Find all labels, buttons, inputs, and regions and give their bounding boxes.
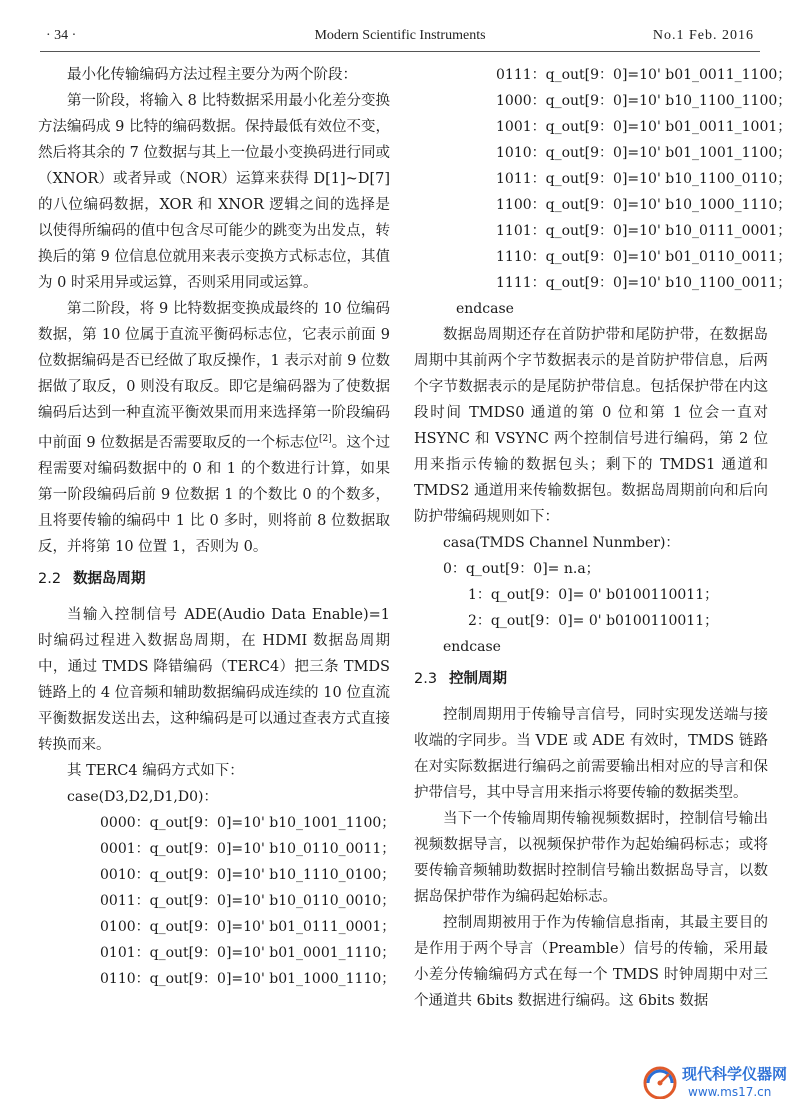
code-line: 2：q_out[9：0]= 0' b0100110011； bbox=[468, 613, 719, 629]
header-rule bbox=[40, 51, 760, 52]
code-line: 0010：q_out[9：0]=10' b10_1110_0100； bbox=[100, 866, 396, 883]
code-line: 0100：q_out[9：0]=10' b01_0111_0001； bbox=[100, 918, 396, 935]
paragraph: 当输入控制信号 ADE(Audio Data Enable)=1 时编码过程进入数据岛周期，在 HDMI 数据岛周期中，通过 TMDS 降错编码（TERC4）把三条 TMDS 链路上的 4 位音频和辅助数据编码成连续的 10 位直流平衡数据发送出去，这种编码是可以通过查表方式直接转换而来。 bbox=[38, 606, 390, 753]
code-line: 0001：q_out[9：0]=10' b10_0110_0011； bbox=[100, 840, 396, 857]
code-line: 0：q_out[9：0]= n.a； bbox=[443, 561, 600, 577]
paragraph-text: 。这个过程需要对编码数据中的 0 和 1 的个数进行计算，如果第一阶段编码后前 9 位数据 1 的个数比 0 的个数多，且将要传输的编码中 1 比 0 多时，则将前 8 位数据取反，并将第 10 位置 1，否则为 0。 bbox=[38, 434, 391, 555]
code-line: 1110：q_out[9：0]=10' b01_0110_0011； bbox=[496, 249, 792, 265]
code-line: 1101：q_out[9：0]=10' b10_0111_0001； bbox=[496, 223, 792, 239]
code-line: case(D3,D2,D1,D0)： bbox=[67, 788, 218, 805]
reference-mark: [2] bbox=[318, 434, 332, 444]
issue-info: No.1 Feb. 2016 bbox=[652, 28, 754, 43]
paragraph: 数据岛周期还存在首防护带和尾防护带，在数据岛周期中其前两个字节数据表示的是首防护带信息，后两个字节数据表示的是尾防护带信息。包括保护带在内这段时间 TMDS0 通道的第 0 位和第 1 位会一直对 HSYNC 和 VSYNC 两个控制信号进行编码，第 2 位用来指示传输的数据包头；剩下的 TMDS1 通道和 TMDS2 通道用来传输数据包。数据岛周期前向和后向防护带编码规则如下： bbox=[414, 327, 768, 525]
section-number: 2.2 bbox=[38, 570, 62, 587]
watermark-name: 现代科学仪器网 bbox=[682, 1065, 788, 1083]
section-title: 控制周期 bbox=[449, 671, 508, 687]
journal-title: Modern Scientific Instruments bbox=[314, 28, 486, 43]
code-line: casa(TMDS Channel Nunmber)： bbox=[443, 535, 680, 551]
code-line: endcase bbox=[443, 639, 501, 655]
paragraph-text: 第二阶段，将 9 比特数据变换成最终的 10 位编码数据，第 10 位属于直流平衡码标志位，它表示前面 9 位数据编码是否已经做了取反操作，1 表示对前 9 位数据做了取反，0 则没有取反。即它是编码器为了使数据编码后达到一种直流平衡效果而用来选择第一阶段编码中前面 9 位数据是否需要取反的一个标志位 bbox=[38, 301, 390, 451]
page-number: · 34 · bbox=[46, 28, 77, 43]
code-line: 1000：q_out[9：0]=10' b10_1100_1100； bbox=[496, 93, 792, 109]
watermark-url: www.ms17.cn bbox=[688, 1085, 772, 1099]
page-header bbox=[0, 24, 800, 52]
paragraph: 最小化传输编码方法过程主要分为两个阶段： bbox=[67, 67, 357, 83]
code-line: 1100：q_out[9：0]=10' b10_1000_1110； bbox=[496, 197, 792, 213]
code-line: 0101：q_out[9：0]=10' b01_0001_1110； bbox=[100, 944, 396, 961]
code-line: endcase bbox=[456, 301, 514, 317]
code-line: 1001：q_out[9：0]=10' b01_0011_1001； bbox=[496, 119, 792, 135]
code-line: 0111：q_out[9：0]=10' b01_0011_1100； bbox=[496, 67, 792, 83]
section-heading-2-3 bbox=[414, 666, 768, 692]
code-line: 1：q_out[9：0]= 0' b0100110011； bbox=[468, 587, 719, 603]
paragraph: 控制周期用于传输导言信号，同时实现发送端与接收端的字同步。当 VDE 或 ADE 有效时，TMDS 链路在对实际数据进行编码之前需要输出相对应的导言和保护带信号，其中导言用来指示将要传输的数据类型。 bbox=[414, 707, 768, 801]
code-line: 1111：q_out[9：0]=10' b10_1100_0011； bbox=[496, 275, 792, 291]
code-line: 0000：q_out[9：0]=10' b10_1001_1100； bbox=[100, 814, 396, 831]
right-column bbox=[414, 62, 792, 1014]
paragraph: 当下一个传输周期传输视频数据时，控制信号输出视频数据导言，以视频保护带作为起始编码标志；或将要传输音频辅助数据时控制信号输出数据岛导言，以数据岛保护带作为编码起始标志。 bbox=[414, 811, 768, 905]
section-heading-2-2 bbox=[38, 566, 390, 592]
code-line: 1010：q_out[9：0]=10' b01_1001_1100； bbox=[496, 145, 792, 161]
section-title: 数据岛周期 bbox=[73, 570, 146, 587]
code-line: 1011：q_out[9：0]=10' b10_1100_0110； bbox=[496, 171, 792, 187]
gauge-icon bbox=[642, 1063, 678, 1099]
code-line: 0110：q_out[9：0]=10' b01_1000_1110； bbox=[100, 970, 396, 987]
paragraph: 第一阶段，将输入 8 比特数据采用最小化差分变换方法编码成 9 比特的编码数据。保持最低有效位不变，然后将其余的 7 位数据与其上一位最小变换码进行同或（XNOR）或者异或（NOR）运算来获得 D[1]~D[7] 的八位编码数据，XOR 和 XNOR 逻辑之间的选择是以使得所编码的值中包含尽可能少的跳变为出发点，转换后的第 9 位信息位就用来表示变换方式标志位，其值为 0 时采用异或运算，否则采用同或运算。 bbox=[38, 93, 390, 291]
watermark-logo bbox=[642, 1059, 792, 1107]
paragraph: 其 TERC4 编码方式如下： bbox=[67, 762, 244, 779]
paragraph: 控制周期被用于作为传输信息指南，其最主要目的是作用于两个导言（Preamble）信号的传输，采用最小差分传输编码方式在每一个 TMDS 时钟周期中对三个通道共 6bits 数据进行编码。这 6bits 数据 bbox=[414, 915, 768, 1009]
section-number: 2.3 bbox=[414, 671, 438, 687]
left-column bbox=[38, 62, 396, 992]
paragraph bbox=[38, 296, 390, 560]
code-line: 0011：q_out[9：0]=10' b10_0110_0010； bbox=[100, 892, 396, 909]
